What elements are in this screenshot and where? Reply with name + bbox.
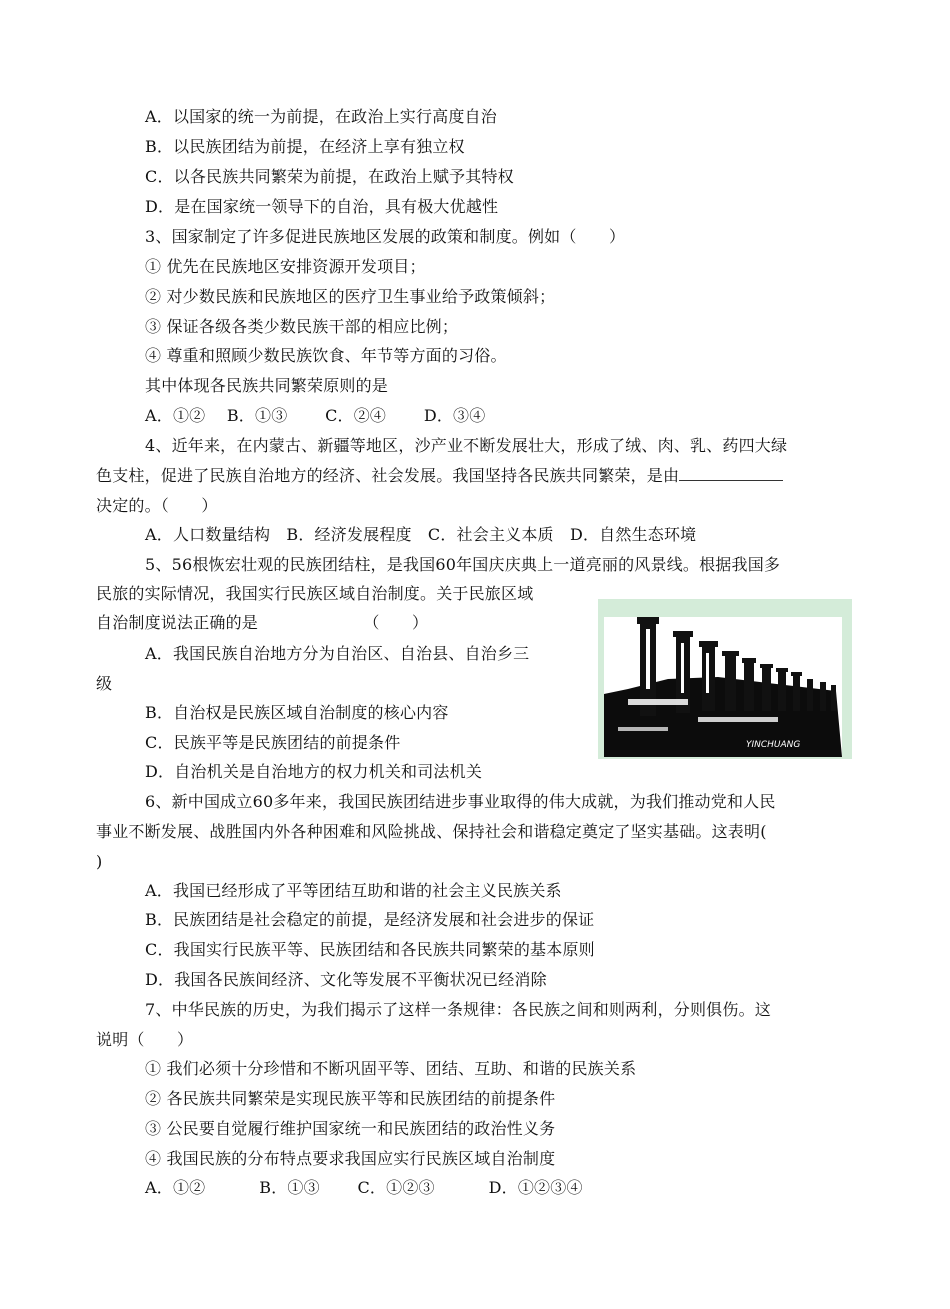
q7-item-2: ② 各民族共同繁荣是实现民族平等和民族团结的前提条件 xyxy=(145,1089,556,1108)
q3-item-1: ① 优先在民族地区安排资源开发项目； xyxy=(145,257,426,276)
q5-option-c: C．民族平等是民族团结的前提条件 xyxy=(145,733,401,752)
q6-option-a: A．我国已经形成了平等团结互助和谐的社会主义民族关系 xyxy=(145,881,562,900)
q7-item-1: ① 我们必须十分珍惜和不断巩固平等、团结、互助、和谐的民族关系 xyxy=(145,1059,637,1078)
q5-line-1: 5、56根恢宏壮观的民族团结柱，是我国60年国庆庆典上一道亮丽的风景线。根据我国多 xyxy=(145,555,781,574)
q3-question: 其中体现各民族共同繁荣原则的是 xyxy=(145,376,389,395)
q2-option-c: C．以各民族共同繁荣为前提，在政治上赋予其特权 xyxy=(145,167,514,186)
photo-caption: YINCHUANG xyxy=(746,740,801,750)
q5-option-a: A．我国民族自治地方分为自治区、自治县、自治乡三 xyxy=(145,644,530,663)
answer-blank xyxy=(679,466,783,481)
q5-option-d: D．自治机关是自治地方的权力机关和司法机关 xyxy=(145,762,483,781)
q7-item-4: ④ 我国民族的分布特点要求我国应实行民族区域自治制度 xyxy=(145,1149,556,1168)
q4-line-2 xyxy=(96,466,783,486)
q3-item-2: ② 对少数民族和民族地区的医疗卫生事业给予政策倾斜； xyxy=(145,287,556,306)
q7-item-3: ③ 公民要自觉履行维护国家统一和民族团结的政治性义务 xyxy=(145,1119,556,1138)
q6-line-1: 6、新中国成立60多年来，我国民族团结进步事业取得的伟大成就，为我们推动党和人民 xyxy=(145,792,776,811)
q7-line-1: 7、中华民族的历史，为我们揭示了这样一条规律：各民族之间和则两利，分则俱伤。这 xyxy=(145,1000,771,1019)
q3-item-4: ④ 尊重和照顾少数民族饮食、年节等方面的习俗。 xyxy=(145,346,507,365)
q5-line-2: 民旅的实际情况，我国实行民族区域自治制度。关于民旅区域 xyxy=(96,584,534,603)
q5-line-3: 自治制度说法正确的是 （ ） xyxy=(96,613,429,632)
q4-line-1: 4、近年来，在内蒙古、新疆等地区，沙产业不断发展壮大，形成了绒、肉、乳、药四大绿 xyxy=(145,436,788,455)
q3-stem: 3、国家制定了许多促进民族地区发展的政策和制度。例如（ ） xyxy=(145,227,626,246)
q2-option-d: D．是在国家统一领导下的自治，具有极大优越性 xyxy=(145,197,499,216)
q2-option-a: A．以国家的统一为前提，在政治上实行高度自治 xyxy=(145,107,497,126)
q7-options: A．①② B．①③ C．①②③ D．①②③④ xyxy=(145,1178,583,1197)
q3-item-3: ③ 保证各级各类少数民族干部的相应比例； xyxy=(145,317,459,336)
q4-line-2-text: 色支柱，促进了民族自治地方的经济、社会发展。我国坚持各民族共同繁荣，是由 xyxy=(96,466,680,485)
q7-line-2: 说明（ ） xyxy=(96,1030,194,1049)
q3-options: A．①② B．①③ C．②④ D．③④ xyxy=(145,406,486,425)
q2-option-b: B．以民族团结为前提，在经济上享有独立权 xyxy=(145,137,465,156)
q6-option-c: C．我国实行民族平等、民族团结和各民族共同繁荣的基本原则 xyxy=(145,940,595,959)
pillars-image xyxy=(598,599,852,759)
q4-options: A．人口数量结构 B．经济发展程度 C．社会主义本质 D．自然生态环境 xyxy=(145,525,697,544)
q4-line-3: 决定的。（ ） xyxy=(96,496,218,515)
q5-option-a-cont: 级 xyxy=(96,674,113,693)
q6-option-d: D．我国各民族间经济、文化等发展不平衡状况已经消除 xyxy=(145,970,547,989)
q6-line-2: 事业不断发展、战胜国内外各种困难和风险挑战、保持社会和谐稳定奠定了坚实基础。这表明( xyxy=(96,822,767,841)
q6-option-b: B．民族团结是社会稳定的前提，是经济发展和社会进步的保证 xyxy=(145,910,595,929)
q5-option-b: B．自治权是民族区域自治制度的核心内容 xyxy=(145,703,449,722)
unity-pillars-photo xyxy=(598,599,852,759)
q6-line-3: ) xyxy=(96,852,103,871)
